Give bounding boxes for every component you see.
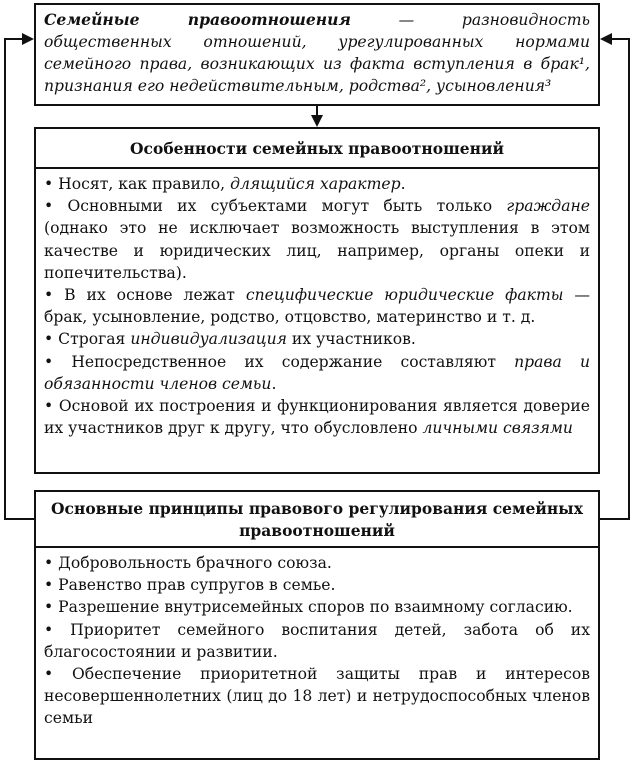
- principles-heading-text: Основные принципы правового регулирования семейных правоотношений: [51, 499, 583, 540]
- connector-right-bottom: [600, 518, 630, 520]
- connector-left-top: [4, 38, 24, 40]
- feature-item: • Носят, как правило, длящийся характер.: [44, 175, 406, 193]
- principle-item: • Равенство прав супругов в семье.: [44, 576, 336, 595]
- features-heading: [34, 127, 600, 169]
- principle-item: • Приоритет семейного воспитания детей, забота об их благосостоянии и развитии.: [44, 620, 590, 661]
- feature-item: • Основой их построения и функционирования является доверие их участников друг к другу, что обусловлено личными связями: [44, 397, 590, 438]
- connector-left-vertical: [4, 38, 6, 520]
- feature-item: • Непосредственное их содержание составляют права и обязанности членов семьи.: [44, 352, 590, 393]
- arrow-down-icon: [311, 115, 323, 127]
- principle-item: • Добровольность брачного союза.: [44, 554, 332, 572]
- features-box: [34, 169, 600, 474]
- definition-box: [34, 3, 600, 106]
- connector-left-bottom: [4, 518, 34, 520]
- arrow-left-icon: [600, 33, 612, 45]
- connector-right-vertical: [628, 38, 630, 520]
- arrow-right-icon: [22, 33, 34, 45]
- principles-box: [34, 548, 600, 760]
- definition-text: — разновидность общественных отношений, урегулированных нормами семейного права, возникающих из факта вступления в брак¹, признания его недействительным, родства², усыновления³: [44, 11, 590, 95]
- connector-right-top: [612, 38, 630, 40]
- definition-term: Семейные правоотношения: [44, 10, 351, 29]
- feature-item: • Основными их субъектами могут быть только граждане (однако это не исключает возможность выступления в этом качестве и юридических лиц, например, органы опеки и попечительства).: [44, 197, 590, 282]
- features-heading-text: Особенности семейных правоотношений: [130, 138, 504, 158]
- principle-item: • Разрешение внутрисемейных споров по взаимному согласию.: [44, 598, 573, 617]
- principles-heading: [34, 490, 600, 548]
- principle-item: • Обеспечение приоритетной защиты прав и интересов несовершеннолетних (лиц до 18 лет) и нетрудоспособных членов семьи: [44, 665, 590, 728]
- feature-item: • Строгая индивидуализация их участников.: [44, 330, 416, 349]
- feature-item: • В их основе лежат специфические юридические факты — брак, усыновление, родство, отцовство, материнство и т. д.: [44, 286, 590, 327]
